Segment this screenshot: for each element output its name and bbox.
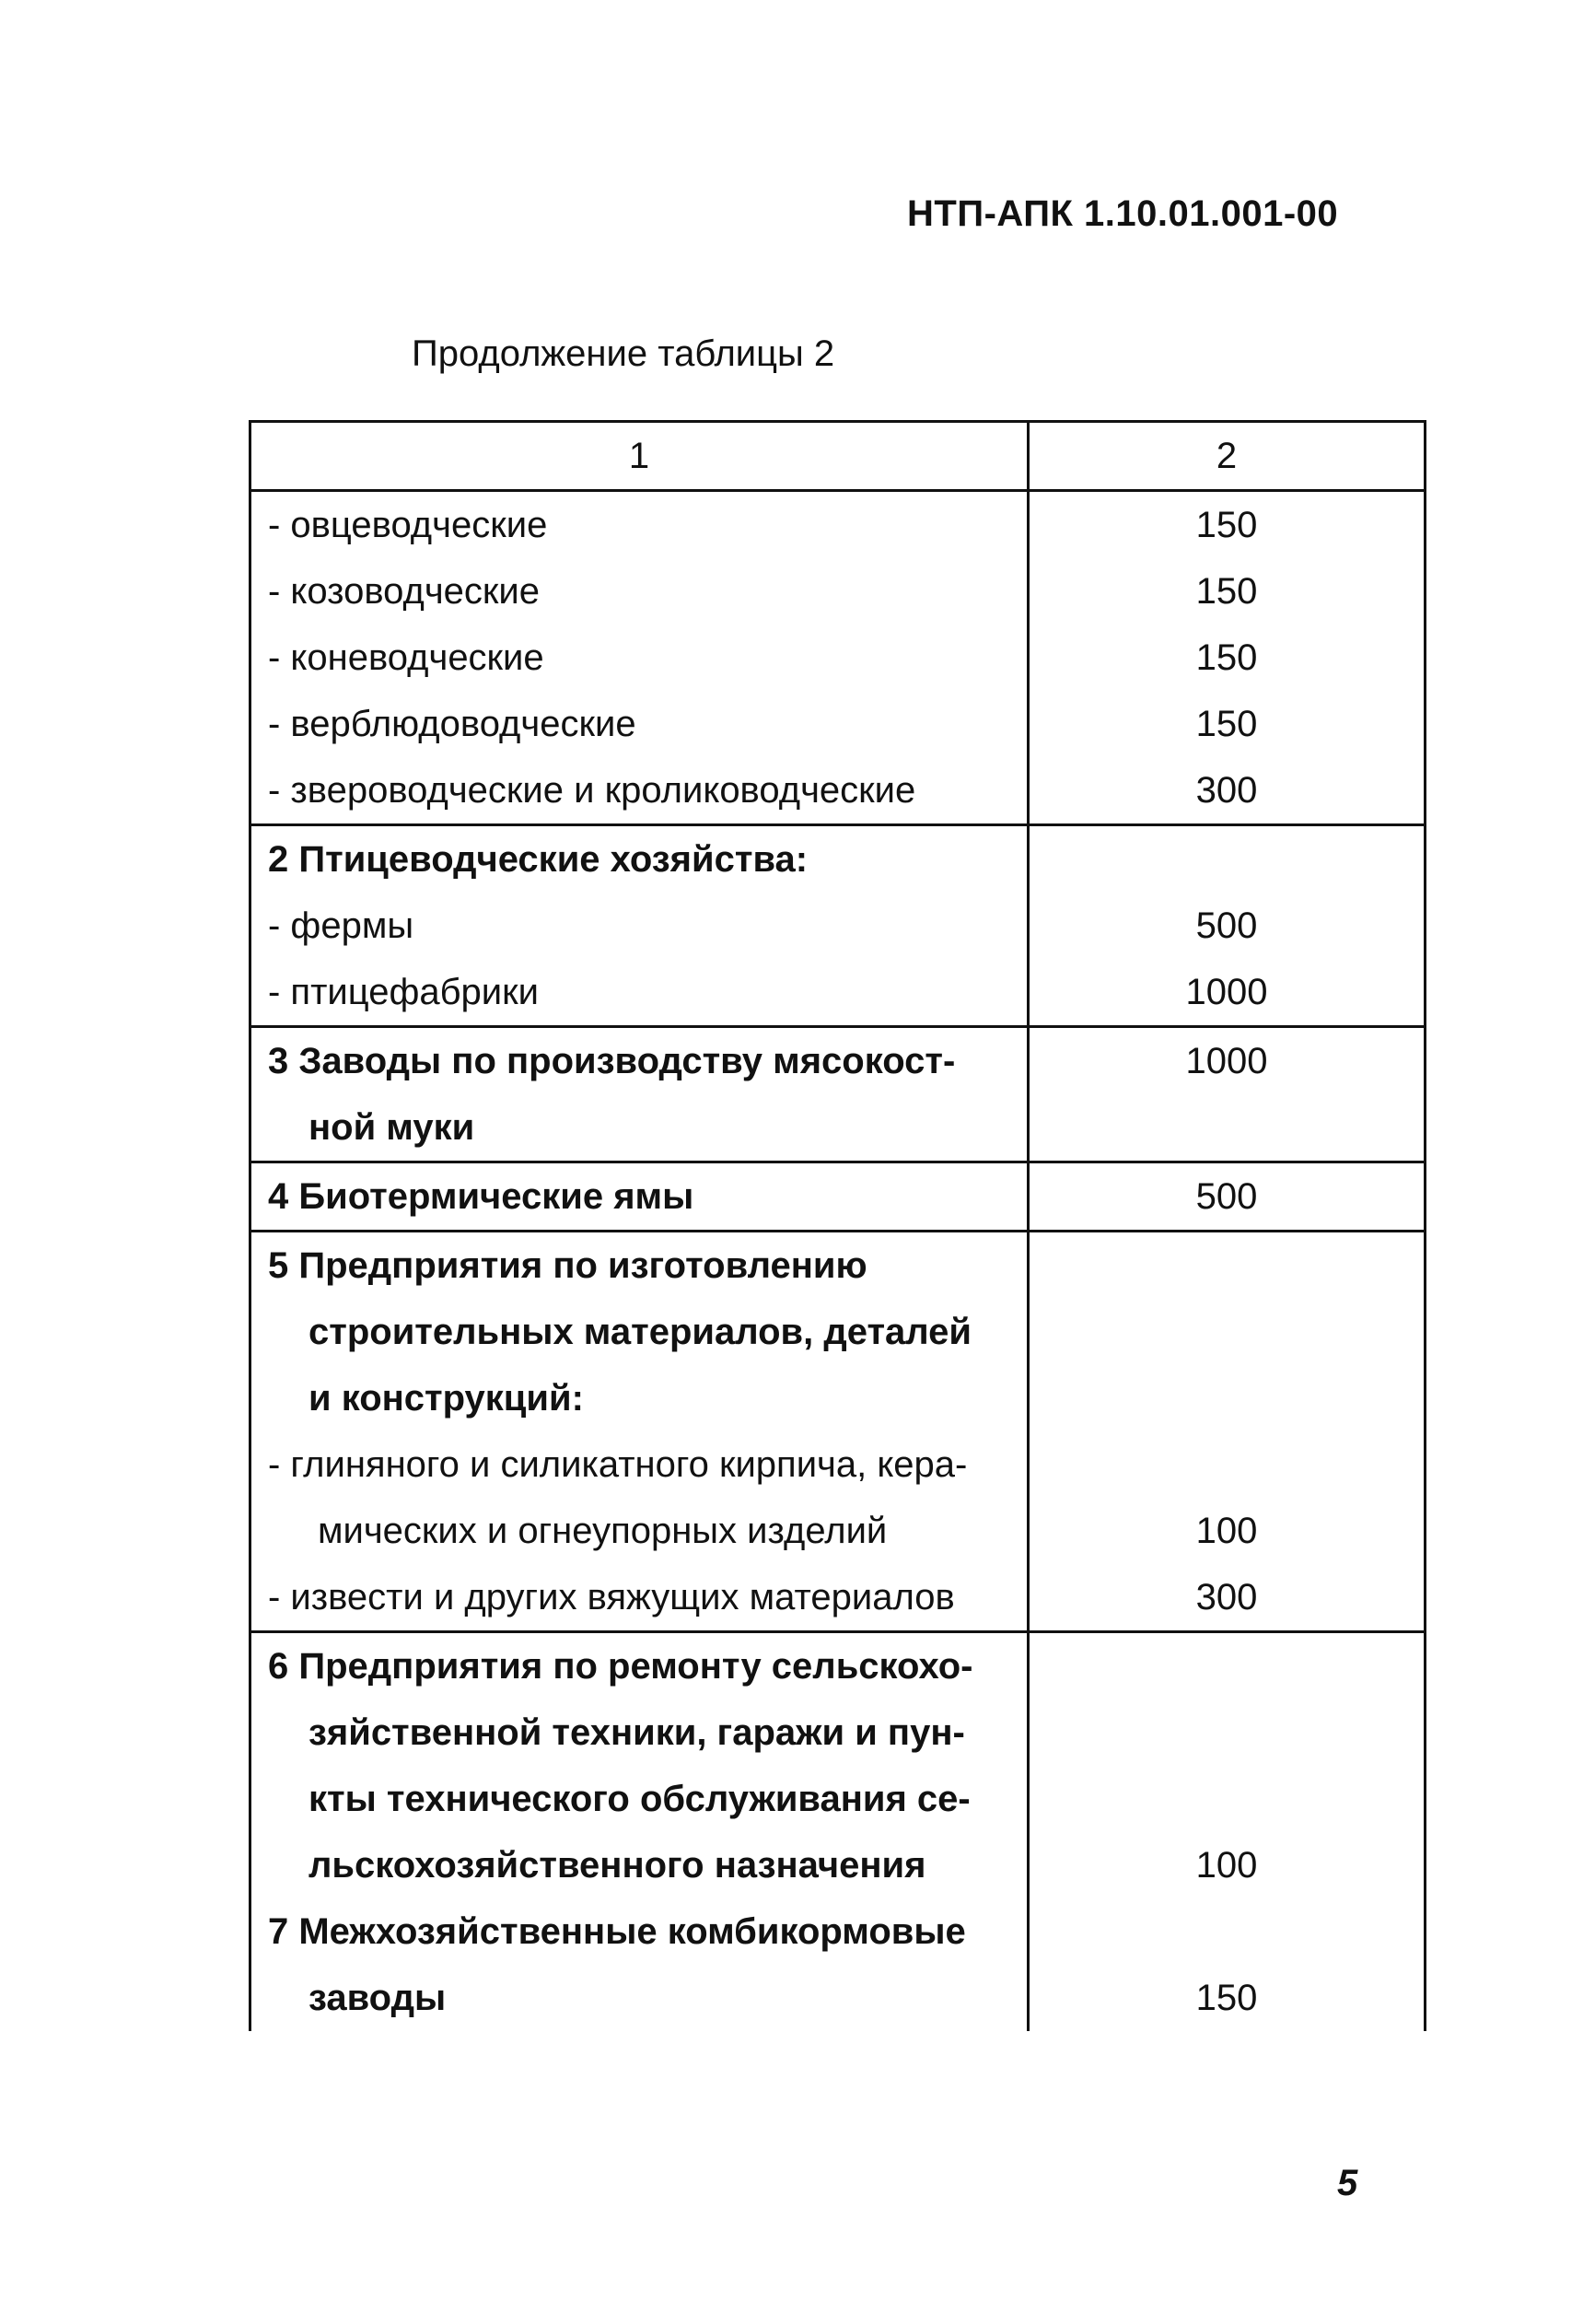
row-value: 150 [1195, 637, 1258, 678]
section-title-cont: ной муки [308, 1107, 475, 1148]
row-value: 500 [1195, 1176, 1258, 1217]
column-header-1: 1 [250, 422, 1029, 491]
column-header-2: 2 [1029, 422, 1426, 491]
row-value: 100 [1195, 1511, 1258, 1551]
section-title: 5 Предприятия по изготовлению [268, 1245, 867, 1286]
section-title: 7 Межхозяйственные комбикормовые [268, 1911, 966, 1952]
row-label: - извести и других вяжущих материалов [268, 1577, 955, 1617]
page-number: 5 [1337, 2163, 1358, 2203]
row-label: - звероводческие и кролиководческие [268, 770, 916, 811]
section-title-cont: кты технического обслуживания се- [308, 1779, 971, 1819]
row-label: - козоводческие [268, 571, 540, 612]
row-label: - глиняного и силикатного кирпича, кера- [268, 1444, 968, 1485]
row-value: 150 [1195, 1978, 1258, 2018]
row-label: - фермы [268, 905, 414, 946]
row-value: 300 [1195, 1577, 1258, 1617]
section-title: 3 Заводы по производству мясокост- [268, 1041, 956, 1081]
table-row-meat-bone-meal [250, 1027, 1426, 1162]
section-title-cont: строительных материалов, деталей [308, 1312, 972, 1352]
row-label-cont: мических и огнеупорных изделий [318, 1511, 888, 1551]
table-row-livestock [250, 491, 1426, 825]
row-label: - птицефабрики [268, 972, 539, 1012]
row-value: 100 [1195, 1845, 1258, 1886]
table-header-row [250, 422, 1426, 491]
facility-table [249, 420, 1426, 2031]
section-title-cont: льскохозяйственного назначения [308, 1845, 926, 1886]
row-label: - овцеводческие [268, 505, 548, 545]
row-value: 1000 [1185, 972, 1268, 1012]
table-row-poultry [250, 825, 1426, 1027]
row-value: 500 [1195, 905, 1258, 946]
table-row-biothermal-pits [250, 1162, 1426, 1232]
document-code: НТП-АПК 1.10.01.001-00 [907, 193, 1339, 234]
row-value: 150 [1195, 704, 1258, 744]
row-value: 150 [1195, 505, 1258, 545]
section-title: 4 Биотермические ямы [268, 1176, 694, 1217]
section-title: 2 Птицеводческие хозяйства: [268, 839, 809, 880]
row-value: 300 [1195, 770, 1258, 811]
section-title-cont: зяйственной техники, гаражи и пун- [308, 1712, 965, 1753]
table-caption: Продолжение таблицы 2 [412, 333, 835, 374]
section-title: 6 Предприятия по ремонту сельскохо- [268, 1646, 973, 1687]
table-row-repair-and-feed-mills [250, 1632, 1426, 2032]
row-value: 1000 [1185, 1041, 1268, 1081]
section-title-cont: и конструкций: [308, 1378, 584, 1419]
table-row-building-materials [250, 1232, 1426, 1632]
row-label: - коневодческие [268, 637, 544, 678]
section-title-cont: заводы [308, 1978, 447, 2018]
row-label: - верблюдоводческие [268, 704, 636, 744]
row-value: 150 [1195, 571, 1258, 612]
